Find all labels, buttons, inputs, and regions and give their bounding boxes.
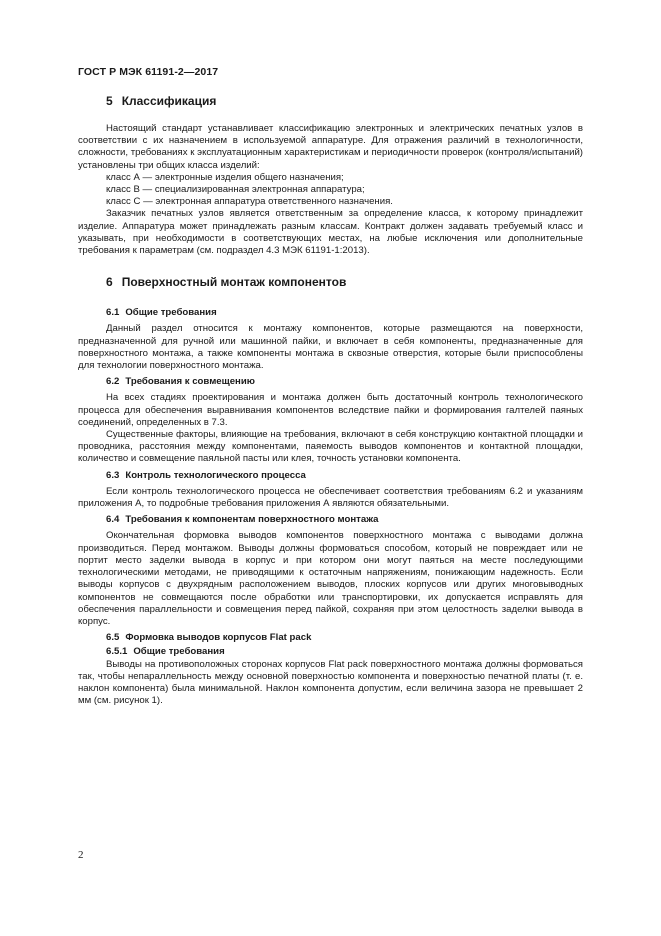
subsection-title: Общие требования <box>133 646 225 658</box>
subsection-number: 6.2 <box>106 376 120 388</box>
subsection-number: 6.3 <box>106 469 120 481</box>
subsection-number: 6.5 <box>106 632 120 644</box>
paragraph: Если контроль технологического процесса не обеспечивает соответствия требованиям 6.2 и указаниям приложения А, то подробные требования приложения А являются обязательными. <box>78 485 583 510</box>
paragraph: Существенные факторы, влияющие на требования, включают в себя конструкцию контактной площадки и проводника, расстояния между компонентами, паяемость выводов компонентов и контактной площадки, количество и совмещение паяльной пасты или клея, точность установки компонента. <box>78 429 583 465</box>
list-item: класс С — электронная аппаратура ответственного назначения. <box>106 196 393 208</box>
subsection-title: Требования к компонентам поверхностного монтажа <box>125 514 379 526</box>
paragraph: Настоящий стандарт устанавливает классификацию электронных и электрических печатных узлов в соответствии с их назначением в используемой аппаратуре. Для отражения различий в технологичности, сложности, требованиях к эксплуатационным характеристикам и периодичности проверок (контроля/испытаний) установлены три общих класса изделий: <box>78 123 583 171</box>
subsection-title: Формовка выводов корпусов Flat pack <box>125 632 312 644</box>
section-number: 5 <box>106 94 113 108</box>
subsection-6-5-1-heading <box>78 646 583 658</box>
paragraph: На всех стадиях проектирования и монтажа должен быть достаточный контроль технологического процесса для обеспечения выравнивания компонентов вследствие пайки и формирования галтелей паяных соединений, определенных в 7.3. <box>78 392 583 428</box>
list-item: класс А — электронные изделия общего назначения; <box>106 171 344 183</box>
subsection-6-5-heading <box>78 632 583 644</box>
section-number: 6 <box>106 275 113 290</box>
paragraph: Выводы на противоположных сторонах корпусов Flat pack поверхностного монтажа должны формоваться так, чтобы непараллельность между основной поверхностью компонента и поверхностью печатной платы (т. е. наклон компонента) была минимальной. Наклон компонента допустим, если величина зазора не превышает 2 мм (см. рисунок 1). <box>78 658 583 707</box>
subsection-6-1-heading <box>78 307 583 319</box>
subsection-number: 6.4 <box>106 514 120 526</box>
section-title: Поверхностный монтаж компонентов <box>121 275 347 290</box>
subsection-number: 6.1 <box>106 307 120 319</box>
list-item: класс В — специализированная электронная аппаратура; <box>106 184 365 196</box>
paragraph: Заказчик печатных узлов является ответственным за определение класса, к которому принадлежит изделие. Аппаратура может принадлежать разным классам. Контракт должен задавать требуемый класс и указывать, при необходимости в соответствующих местах, на любые исключения или дополнительные требования к параметрам (см. подраздел 4.3 МЭК 61191-1:2013). <box>78 208 583 257</box>
subsection-6-3-heading <box>78 470 583 482</box>
page-number: 2 <box>78 849 84 861</box>
section-6-heading <box>78 274 583 290</box>
document-body <box>78 93 583 707</box>
subsection-title: Общие требования <box>125 307 217 319</box>
subsection-6-4-heading <box>78 514 583 526</box>
subsection-6-2-heading <box>78 376 583 388</box>
subsection-number: 6.5.1 <box>106 646 128 658</box>
subsection-title: Требования к совмещению <box>125 376 255 388</box>
paragraph: Данный раздел относится к монтажу компонентов, которые размещаются на поверхности, предназначенной для ручной или машинной пайки, и включает в себя компоненты, предназначенные для поверхностного монтажа, а также компоненты монтажа в сквозные отверстия, которые были приспособлены для технологии поверхностного монтажа. <box>78 323 583 372</box>
section-5-heading <box>78 93 583 109</box>
section-title: Классификация <box>121 94 217 108</box>
document-header: ГОСТ Р МЭК 61191-2—2017 <box>78 66 219 78</box>
subsection-title: Контроль технологического процесса <box>125 469 306 481</box>
paragraph: Окончательная формовка выводов компонентов поверхностного монтажа с выводами должна производиться. Перед монтажом. Выводы должны формоваться способом, который не повреждает или не портит место заделки вывода в корпус и при котором они могут паяться на месте последующими технологическими методами, не приводящими к остаточным напряжениям, понижающим надежность. Если выводы корпусов с двухрядным расположением выводов, плоских корпусов или других многовыводных компонентов не совмещаются после обработки или транспортировки, их допускается исправлять для обеспечения параллельности и совмещения перед пайкой, сохраняя при этом целостность заделки вывода в корпус. <box>78 530 583 627</box>
